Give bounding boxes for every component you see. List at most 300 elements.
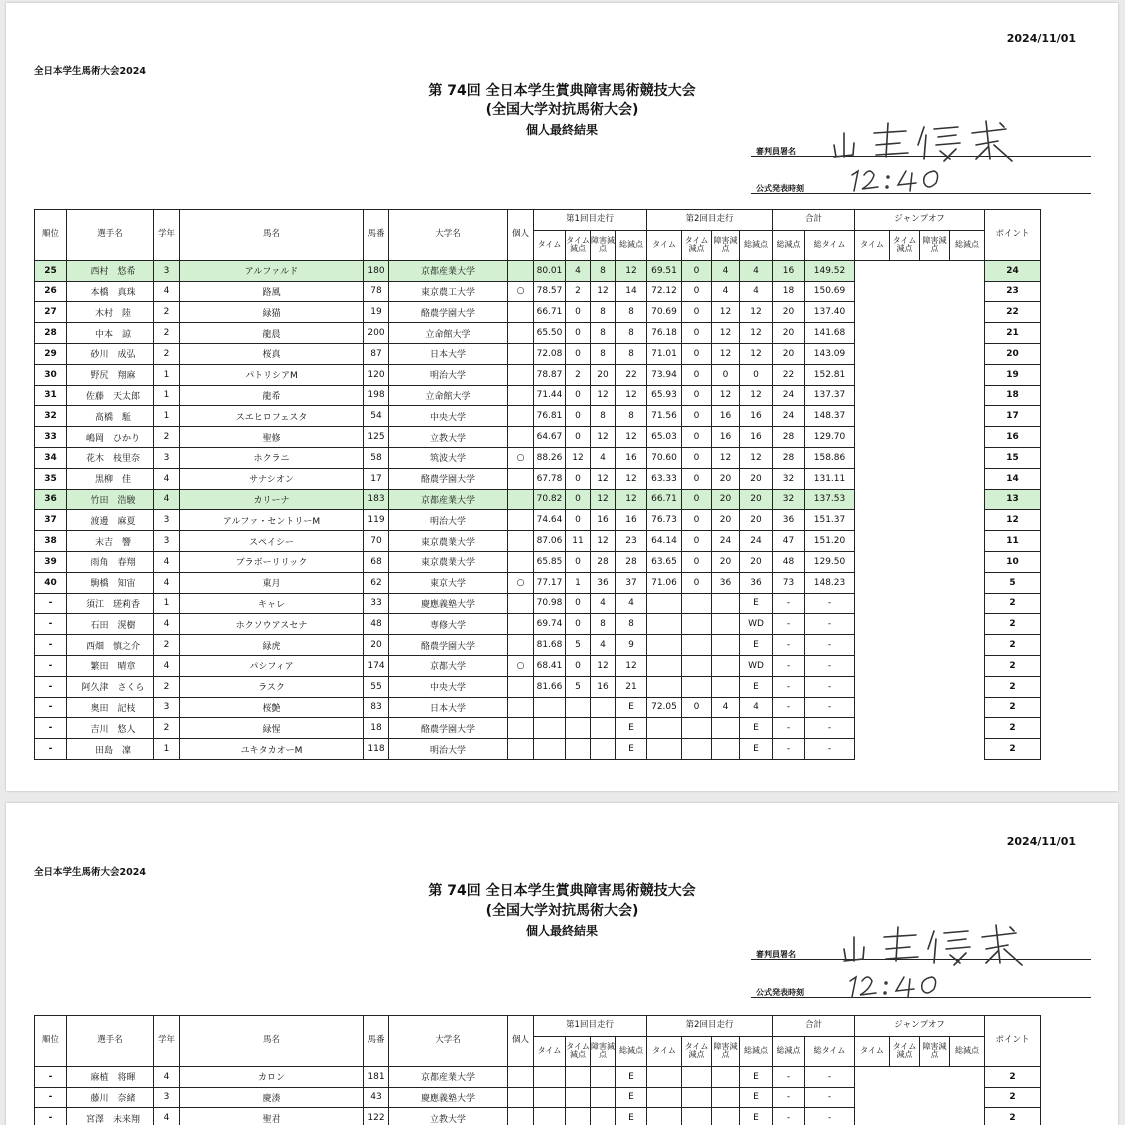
col-r1-totalfault: 総減点 (616, 1036, 647, 1066)
horse-number-cell: 83 (364, 697, 389, 718)
r2-obstacle-cell: 12 (712, 343, 740, 364)
rider-name-cell: 阿久津 さくら (67, 676, 154, 697)
jo-time-cell (855, 593, 890, 614)
r1-timefault-cell: 0 (566, 343, 591, 364)
grade-cell: 4 (154, 281, 180, 302)
r1-obstacle-cell: 16 (591, 676, 616, 697)
jo-obstacle-cell (920, 260, 950, 281)
rider-name-cell: 花木 枝里奈 (67, 447, 154, 468)
r1-obstacle-cell (591, 697, 616, 718)
table-row (35, 468, 1041, 489)
jo-timefault-cell (890, 364, 920, 385)
col-jumpoff: ジャンプオフ (855, 210, 985, 231)
col-r2-time: タイム (647, 1036, 682, 1066)
total-fault-cell: - (773, 614, 805, 635)
r1-totalfault-cell: 22 (616, 364, 647, 385)
table-row (35, 281, 1041, 302)
jo-timefault-cell (890, 697, 920, 718)
r2-totalfault-cell: 20 (740, 510, 773, 531)
total-time-cell: - (805, 1087, 855, 1108)
individual-cell (508, 343, 534, 364)
rider-name-cell: 雨角 春翔 (67, 551, 154, 572)
individual-cell (508, 385, 534, 406)
university-cell: 酪農学園大学 (389, 635, 508, 656)
horse-name-cell: 桜真 (180, 343, 364, 364)
university-cell: 京都産業大学 (389, 1066, 508, 1087)
grade-cell: 3 (154, 447, 180, 468)
r2-obstacle-cell: 4 (712, 260, 740, 281)
jo-obstacle-cell (920, 739, 950, 760)
col-jo-totalfault: 総減点 (950, 230, 985, 260)
r2-time-cell: 63.65 (647, 551, 682, 572)
r1-totalfault-cell: 14 (616, 281, 647, 302)
table-row (35, 323, 1041, 344)
rider-name-cell: 石田 滉樹 (67, 614, 154, 635)
table-row (35, 510, 1041, 531)
grade-cell: 4 (154, 614, 180, 635)
r1-totalfault-cell: 16 (616, 510, 647, 531)
individual-cell (508, 1066, 534, 1087)
grade-cell: 2 (154, 343, 180, 364)
total-time-cell: - (805, 697, 855, 718)
r2-obstacle-cell (712, 1108, 740, 1125)
r2-totalfault-cell: 12 (740, 447, 773, 468)
r1-timefault-cell (566, 1087, 591, 1108)
r1-time-cell: 68.41 (534, 655, 566, 676)
table-row (35, 531, 1041, 552)
col-r2-timefault: タイム減点 (682, 230, 712, 260)
r1-timefault-cell: 0 (566, 385, 591, 406)
r2-obstacle-cell: 12 (712, 302, 740, 323)
r1-time-cell: 78.57 (534, 281, 566, 302)
jo-obstacle-cell (920, 447, 950, 468)
r1-time-cell: 71.44 (534, 385, 566, 406)
jo-totalfault-cell (950, 489, 985, 510)
horse-number-cell: 181 (364, 1066, 389, 1087)
r1-totalfault-cell: E (616, 1066, 647, 1087)
total-fault-cell: - (773, 655, 805, 676)
grade-cell: 3 (154, 1087, 180, 1108)
total-fault-cell: 73 (773, 572, 805, 593)
r2-time-cell: 65.03 (647, 427, 682, 448)
university-cell: 立教大学 (389, 1108, 508, 1125)
col-grade: 学年 (154, 210, 180, 261)
grade-cell: 2 (154, 323, 180, 344)
points-cell: 18 (985, 385, 1041, 406)
horse-number-cell: 183 (364, 489, 389, 510)
results-sheet-2 (6, 803, 1118, 1125)
r1-obstacle-cell: 8 (591, 260, 616, 281)
r2-obstacle-cell: 20 (712, 489, 740, 510)
total-fault-cell: 36 (773, 510, 805, 531)
university-cell: 東京農工大学 (389, 281, 508, 302)
jo-time-cell (855, 406, 890, 427)
individual-cell (508, 697, 534, 718)
r2-totalfault-cell: 36 (740, 572, 773, 593)
points-cell: 2 (985, 1087, 1041, 1108)
horse-number-cell: 198 (364, 385, 389, 406)
jo-obstacle-cell (920, 551, 950, 572)
rank-cell: 25 (35, 260, 67, 281)
grade-cell: 2 (154, 427, 180, 448)
horse-name-cell: スエヒロフェスタ (180, 406, 364, 427)
r2-timefault-cell: 0 (682, 385, 712, 406)
individual-cell (508, 489, 534, 510)
total-fault-cell: 18 (773, 281, 805, 302)
table-row (35, 676, 1041, 697)
grade-cell: 1 (154, 364, 180, 385)
jo-timefault-cell (890, 468, 920, 489)
r2-timefault-cell (682, 635, 712, 656)
rider-name-cell: 渡邊 麻夏 (67, 510, 154, 531)
total-time-cell: - (805, 676, 855, 697)
jo-time-cell (855, 1066, 890, 1087)
university-cell: 明治大学 (389, 510, 508, 531)
r2-timefault-cell: 0 (682, 697, 712, 718)
jo-obstacle-cell (920, 406, 950, 427)
grade-cell: 1 (154, 406, 180, 427)
jo-time-cell (855, 572, 890, 593)
horse-number-cell: 68 (364, 551, 389, 572)
rider-name-cell: 竹田 浩駿 (67, 489, 154, 510)
jo-timefault-cell (890, 1087, 920, 1108)
horse-number-cell: 78 (364, 281, 389, 302)
col-jo-time: タイム (855, 230, 890, 260)
university-cell: 中央大学 (389, 406, 508, 427)
individual-cell: ○ (508, 281, 534, 302)
rider-name-cell: 繁田 晴章 (67, 655, 154, 676)
jo-time-cell (855, 364, 890, 385)
university-cell: 酪農学園大学 (389, 718, 508, 739)
rank-cell: - (35, 635, 67, 656)
col-points: ポイント (985, 1016, 1041, 1067)
points-cell: 2 (985, 676, 1041, 697)
jo-timefault-cell (890, 281, 920, 302)
grade-cell: 1 (154, 385, 180, 406)
grade-cell: 4 (154, 655, 180, 676)
rank-cell: 31 (35, 385, 67, 406)
r1-totalfault-cell: 8 (616, 323, 647, 344)
r2-time-cell (647, 635, 682, 656)
jo-time-cell (855, 697, 890, 718)
horse-number-cell: 70 (364, 531, 389, 552)
horse-number-cell: 119 (364, 510, 389, 531)
r1-totalfault-cell: 12 (616, 260, 647, 281)
r1-timefault-cell: 0 (566, 551, 591, 572)
r1-time-cell: 70.98 (534, 593, 566, 614)
r2-obstacle-cell: 24 (712, 531, 740, 552)
rider-name-cell: 本橋 真珠 (67, 281, 154, 302)
r1-totalfault-cell: 12 (616, 427, 647, 448)
col-horse: 馬名 (180, 1016, 364, 1067)
points-cell: 2 (985, 697, 1041, 718)
jo-timefault-cell (890, 260, 920, 281)
rank-cell: 35 (35, 468, 67, 489)
r2-obstacle-cell: 20 (712, 551, 740, 572)
rider-name-cell: 佐藤 天太郎 (67, 385, 154, 406)
total-time-cell: 141.68 (805, 323, 855, 344)
title-line3: 個人最終結果 (525, 924, 598, 938)
grade-cell: 4 (154, 551, 180, 572)
r1-totalfault-cell: E (616, 1087, 647, 1108)
jo-time-cell (855, 510, 890, 531)
individual-cell (508, 614, 534, 635)
r2-totalfault-cell: E (740, 718, 773, 739)
rank-cell: 37 (35, 510, 67, 531)
r1-time-cell: 70.82 (534, 489, 566, 510)
grade-cell: 4 (154, 1108, 180, 1125)
r1-totalfault-cell: 9 (616, 635, 647, 656)
total-fault-cell: 48 (773, 551, 805, 572)
r1-time-cell: 80.01 (534, 260, 566, 281)
col-r1-totalfault: 総減点 (616, 230, 647, 260)
individual-cell: ○ (508, 447, 534, 468)
r1-totalfault-cell: E (616, 718, 647, 739)
points-cell: 16 (985, 427, 1041, 448)
r2-timefault-cell: 0 (682, 364, 712, 385)
rank-cell: - (35, 614, 67, 635)
horse-number-cell: 118 (364, 739, 389, 760)
total-time-cell: - (805, 655, 855, 676)
jo-totalfault-cell (950, 447, 985, 468)
table-row (35, 1066, 1041, 1087)
total-fault-cell: - (773, 593, 805, 614)
r2-timefault-cell: 0 (682, 302, 712, 323)
r1-obstacle-cell: 12 (591, 655, 616, 676)
r2-totalfault-cell: WD (740, 655, 773, 676)
r2-timefault-cell (682, 739, 712, 760)
r1-time-cell: 74.64 (534, 510, 566, 531)
total-fault-cell: - (773, 1108, 805, 1125)
r2-timefault-cell: 0 (682, 510, 712, 531)
r2-totalfault-cell: E (740, 676, 773, 697)
table-row (35, 655, 1041, 676)
individual-cell: ○ (508, 572, 534, 593)
date: 2024/11/01 (1006, 32, 1076, 45)
points-cell: 12 (985, 510, 1041, 531)
r2-totalfault-cell: 24 (740, 531, 773, 552)
horse-name-cell: 聖君 (180, 1108, 364, 1125)
rider-name-cell: 宮澤 未来翔 (67, 1108, 154, 1125)
col-r1-timefault: タイム減点 (566, 1036, 591, 1066)
r1-obstacle-cell: 12 (591, 281, 616, 302)
horse-name-cell: ユキタカオーM (180, 739, 364, 760)
r1-obstacle-cell: 4 (591, 447, 616, 468)
r1-time-cell: 77.17 (534, 572, 566, 593)
rider-name-cell: 木村 陸 (67, 302, 154, 323)
jo-obstacle-cell (920, 1087, 950, 1108)
jo-timefault-cell (890, 406, 920, 427)
r2-timefault-cell (682, 655, 712, 676)
jo-timefault-cell (890, 323, 920, 344)
points-cell: 19 (985, 364, 1041, 385)
rider-name-cell: 黒柳 佳 (67, 468, 154, 489)
r1-totalfault-cell: 28 (616, 551, 647, 572)
total-time-cell: 149.52 (805, 260, 855, 281)
jo-time-cell (855, 1108, 890, 1125)
jo-time-cell (855, 655, 890, 676)
handwritten-signature (836, 919, 1036, 969)
r2-time-cell: 64.14 (647, 531, 682, 552)
r2-obstacle-cell: 16 (712, 406, 740, 427)
jo-timefault-cell (890, 489, 920, 510)
r2-timefault-cell: 0 (682, 260, 712, 281)
jo-obstacle-cell (920, 676, 950, 697)
r2-time-cell: 65.93 (647, 385, 682, 406)
individual-cell (508, 260, 534, 281)
table-row (35, 364, 1041, 385)
horse-number-cell: 62 (364, 572, 389, 593)
date: 2024/11/01 (1006, 835, 1076, 848)
col-number: 馬番 (364, 1016, 389, 1067)
total-fault-cell: - (773, 676, 805, 697)
r2-obstacle-cell: 20 (712, 468, 740, 489)
jo-timefault-cell (890, 718, 920, 739)
grade-cell: 2 (154, 635, 180, 656)
r2-timefault-cell: 0 (682, 531, 712, 552)
table-header (35, 1016, 1041, 1067)
individual-cell (508, 593, 534, 614)
university-cell: 中央大学 (389, 676, 508, 697)
total-fault-cell: - (773, 718, 805, 739)
r2-totalfault-cell: 20 (740, 551, 773, 572)
points-cell: 2 (985, 739, 1041, 760)
r1-timefault-cell: 0 (566, 302, 591, 323)
rank-cell: 34 (35, 447, 67, 468)
jo-totalfault-cell (950, 551, 985, 572)
points-cell: 2 (985, 635, 1041, 656)
table-row (35, 427, 1041, 448)
total-time-cell: - (805, 1108, 855, 1125)
r1-timefault-cell: 0 (566, 427, 591, 448)
r2-obstacle-cell: 0 (712, 364, 740, 385)
rank-cell: 28 (35, 323, 67, 344)
jo-obstacle-cell (920, 635, 950, 656)
r2-timefault-cell: 0 (682, 281, 712, 302)
r1-obstacle-cell (591, 1066, 616, 1087)
r1-totalfault-cell: 8 (616, 302, 647, 323)
col-rank: 順位 (35, 210, 67, 261)
rider-name-cell: 麻植 将暉 (67, 1066, 154, 1087)
total-time-cell: 151.20 (805, 531, 855, 552)
grade-cell: 1 (154, 593, 180, 614)
horse-name-cell: ブラボーリリック (180, 551, 364, 572)
col-r2-totalfault: 総減点 (740, 230, 773, 260)
horse-name-cell: アルファ・セントリーM (180, 510, 364, 531)
total-fault-cell: 20 (773, 323, 805, 344)
university-cell: 酪農学園大学 (389, 302, 508, 323)
r1-obstacle-cell: 12 (591, 468, 616, 489)
col-r2-obstacle: 障害減点 (712, 1036, 740, 1066)
total-fault-cell: 24 (773, 385, 805, 406)
points-cell: 5 (985, 572, 1041, 593)
total-fault-cell: 16 (773, 260, 805, 281)
individual-cell (508, 510, 534, 531)
horse-number-cell: 58 (364, 447, 389, 468)
rider-name-cell: 須江 瑳莉香 (67, 593, 154, 614)
horse-name-cell: 桜艶 (180, 697, 364, 718)
col-r2-timefault: タイム減点 (682, 1036, 712, 1066)
r2-totalfault-cell: E (740, 739, 773, 760)
r2-timefault-cell (682, 676, 712, 697)
horse-number-cell: 87 (364, 343, 389, 364)
r1-time-cell (534, 697, 566, 718)
jo-time-cell (855, 635, 890, 656)
r1-time-cell (534, 739, 566, 760)
table-row (35, 739, 1041, 760)
r1-timefault-cell: 5 (566, 635, 591, 656)
jo-totalfault-cell (950, 281, 985, 302)
university-cell: 立教大学 (389, 427, 508, 448)
r1-timefault-cell: 0 (566, 489, 591, 510)
horse-name-cell: カリーナ (180, 489, 364, 510)
r1-totalfault-cell: 8 (616, 614, 647, 635)
r2-timefault-cell: 0 (682, 406, 712, 427)
r2-time-cell (647, 614, 682, 635)
r2-totalfault-cell: E (740, 593, 773, 614)
col-rider: 選手名 (67, 1016, 154, 1067)
total-time-cell: 131.11 (805, 468, 855, 489)
university-cell: 筑波大学 (389, 447, 508, 468)
jo-totalfault-cell (950, 655, 985, 676)
jo-totalfault-cell (950, 635, 985, 656)
title-line1: 第 74回 全日本学生賞典障害馬術競技大会 (428, 83, 696, 99)
jo-totalfault-cell (950, 718, 985, 739)
jo-obstacle-cell (920, 343, 950, 364)
col-r2-obstacle: 障害減点 (712, 230, 740, 260)
grade-cell: 3 (154, 510, 180, 531)
col-r1-timefault: タイム減点 (566, 230, 591, 260)
r1-time-cell: 69.74 (534, 614, 566, 635)
col-round1: 第1回目走行 (534, 210, 647, 231)
total-time-cell: 129.50 (805, 551, 855, 572)
r2-obstacle-cell (712, 655, 740, 676)
rank-cell: 39 (35, 551, 67, 572)
university-cell: 酪農学園大学 (389, 468, 508, 489)
jo-timefault-cell (890, 572, 920, 593)
total-time-cell: - (805, 635, 855, 656)
horse-name-cell: カロン (180, 1066, 364, 1087)
results-table (34, 1015, 1041, 1125)
r2-timefault-cell: 0 (682, 323, 712, 344)
university-cell: 慶應義塾大学 (389, 1087, 508, 1108)
table-row (35, 697, 1041, 718)
jo-time-cell (855, 468, 890, 489)
total-fault-cell: - (773, 1066, 805, 1087)
jo-totalfault-cell (950, 427, 985, 448)
r1-obstacle-cell: 4 (591, 635, 616, 656)
r1-totalfault-cell: 12 (616, 385, 647, 406)
rider-name-cell: 駒橋 知宙 (67, 572, 154, 593)
r2-totalfault-cell: 16 (740, 427, 773, 448)
total-fault-cell: 22 (773, 364, 805, 385)
university-cell: 立命館大学 (389, 385, 508, 406)
r1-totalfault-cell: 12 (616, 489, 647, 510)
jo-time-cell (855, 1087, 890, 1108)
jo-time-cell (855, 739, 890, 760)
jo-timefault-cell (890, 1108, 920, 1125)
organizer: 全日本学生馬術大会2024 (34, 66, 146, 77)
points-cell: 2 (985, 614, 1041, 635)
r2-time-cell (647, 676, 682, 697)
individual-cell (508, 718, 534, 739)
r2-totalfault-cell: 4 (740, 260, 773, 281)
jo-time-cell (855, 551, 890, 572)
rank-cell: - (35, 1066, 67, 1087)
university-cell: 東京大学 (389, 572, 508, 593)
title-line2: (全国大学対抗馬術大会) (485, 102, 639, 118)
points-cell: 2 (985, 655, 1041, 676)
